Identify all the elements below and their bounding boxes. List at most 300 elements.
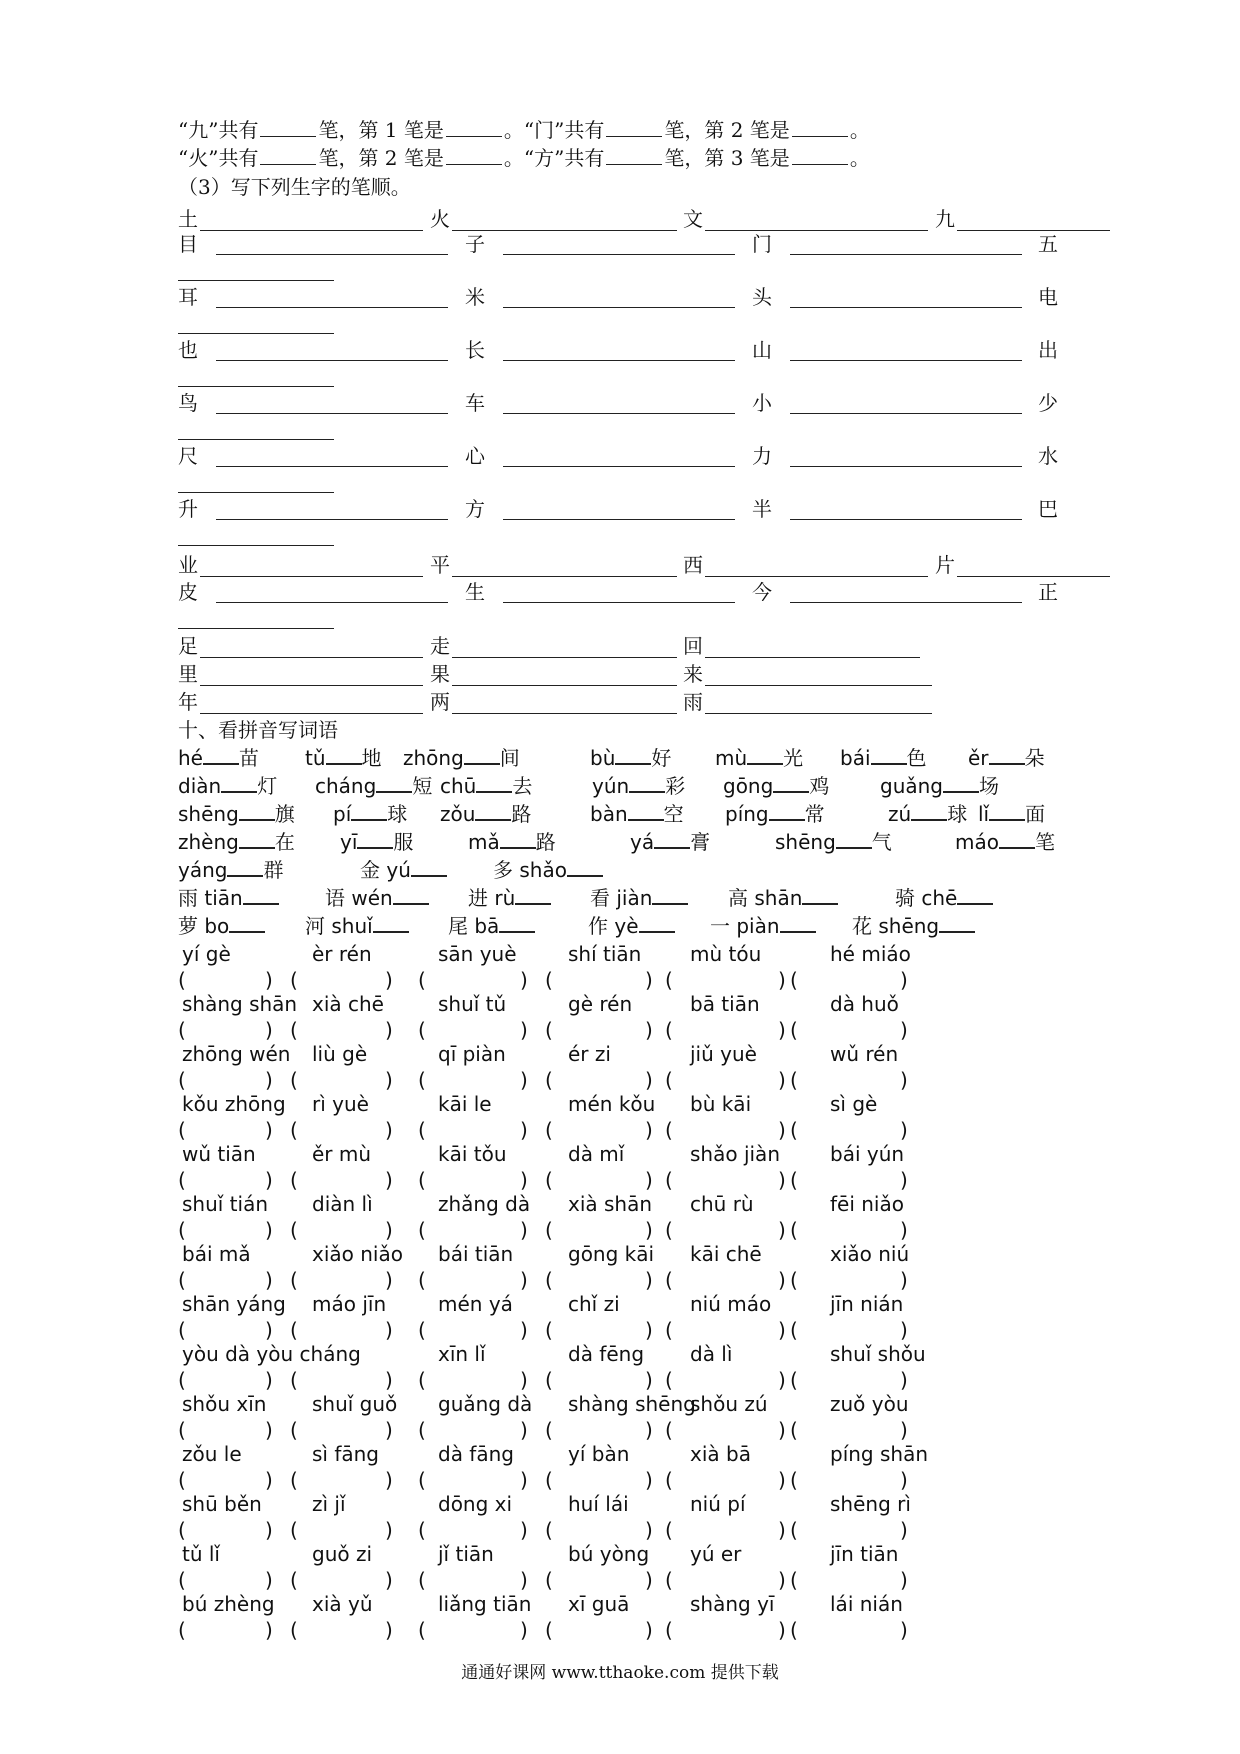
fill-item [590,802,684,826]
paren-open: ( [418,1318,426,1342]
paren-open: ( [665,1068,673,1092]
pinyin: yún [592,774,630,798]
paren-close: ) [265,1118,273,1142]
pinyin: chū [440,774,477,798]
word-pinyin: gè rén [568,992,633,1016]
fill-blank[interactable] [567,859,603,877]
fill-blank[interactable] [939,915,975,933]
char-label: 水 [1038,444,1058,468]
stroke-line[interactable] [216,413,448,414]
footer-text: 通通好课网 www.tthaoke.com 提供下载 [461,1663,779,1683]
word-pinyin: diàn lì [312,1192,373,1216]
paren-close: ) [900,1018,908,1042]
char-label: 小 [752,391,772,415]
stroke-line[interactable] [503,307,735,308]
stroke-line[interactable] [957,230,1110,231]
char-label: 长 [465,338,485,362]
char-label: 心 [465,444,485,468]
stroke-line[interactable] [790,413,1022,414]
paren-open: ( [178,1368,186,1392]
answer-blank[interactable] [446,146,502,165]
question-text: 笔，第 3 笔是 [664,146,790,170]
paren-close: ) [385,1618,393,1642]
stroke-line[interactable] [200,576,423,577]
fill-blank[interactable] [239,831,275,849]
stroke-question [178,118,870,142]
given-char: 鸡 [809,774,830,798]
paren-close: ) [900,1618,908,1642]
paren-open: ( [418,968,426,992]
word-pinyin: dōng xi [438,1492,513,1516]
paren-open: ( [545,1218,553,1242]
paren-close: ) [385,1418,393,1442]
fill-blank[interactable] [203,747,239,765]
word-pinyin: shēng rì [830,1492,911,1516]
stroke-line[interactable] [452,230,677,231]
char-label: 回 [683,634,703,658]
fill-blank[interactable] [476,775,512,793]
pinyin: pí [333,802,352,826]
fill-blank[interactable] [652,887,688,905]
given-char: 灯 [257,774,278,798]
fill-blank[interactable] [780,915,816,933]
pinyin: shēng [775,830,836,854]
word-pinyin: shǎo jiàn [690,1142,780,1166]
char-label: 巴 [1038,497,1058,521]
paren-open: ( [545,1268,553,1292]
stroke-line[interactable] [178,492,334,493]
question-text: 。“方”共有 [503,146,605,170]
fill-blank[interactable] [499,915,535,933]
char-label: 升 [178,497,198,521]
stroke-line[interactable] [452,713,677,714]
paren-close: ) [645,968,653,992]
fill-blank[interactable] [615,747,651,765]
paren-open: ( [790,1218,798,1242]
word-pinyin: hé miáo [830,942,911,966]
answer-blank[interactable] [792,146,848,165]
fill-blank[interactable] [957,887,993,905]
paren-open: ( [178,1418,186,1442]
fill-item [448,914,535,938]
paren-close: ) [645,1418,653,1442]
paren-close: ) [645,1468,653,1492]
fill-blank[interactable] [221,775,257,793]
stroke-line[interactable] [178,280,334,281]
paren-open: ( [790,1018,798,1042]
stroke-line[interactable] [705,576,928,577]
paren-open: ( [665,1468,673,1492]
paren-open: ( [178,1268,186,1292]
stroke-line[interactable] [200,657,423,658]
paren-open: ( [290,1068,298,1092]
fill-blank[interactable] [769,803,805,821]
fill-blank[interactable] [989,747,1025,765]
fill-blank[interactable] [911,803,947,821]
stroke-line[interactable] [216,360,448,361]
stroke-line[interactable] [957,576,1110,577]
given-char: 朵 [1024,746,1045,770]
paren-open: ( [290,1268,298,1292]
fill-item [715,746,803,770]
fill-item [852,914,975,938]
paren-open: ( [418,1568,426,1592]
word-pinyin: lái nián [830,1592,903,1616]
paren-open: ( [665,1618,673,1642]
word-pinyin: yí gè [182,942,231,966]
char-label: 子 [465,232,485,256]
pinyin: 骑 chē [895,886,958,910]
stroke-line[interactable] [178,333,334,334]
paren-close: ) [385,1568,393,1592]
question-text: 。 [849,146,870,170]
stroke-line[interactable] [503,466,735,467]
paren-close: ) [645,1218,653,1242]
word-pinyin: kāi le [438,1092,492,1116]
word-pinyin: kāi tǒu [438,1142,507,1166]
paren-open: ( [545,1618,553,1642]
char-label: 车 [465,391,485,415]
word-pinyin: jǐ tiān [438,1542,494,1566]
char-label: 西 [683,553,703,577]
pinyin: zhèng [178,830,239,854]
fill-item [178,802,295,826]
given-char: 面 [1025,802,1046,826]
stroke-line[interactable] [503,413,735,414]
pinyin: 花 shēng [852,914,940,938]
paren-open: ( [790,968,798,992]
stroke-line[interactable] [503,519,735,520]
stroke-line[interactable] [200,685,423,686]
pinyin: bù [590,746,616,770]
paren-close: ) [778,1518,786,1542]
paren-close: ) [778,1568,786,1592]
answer-blank[interactable] [446,118,502,137]
word-pinyin: ěr mù [312,1142,372,1166]
stroke-line[interactable] [790,307,1022,308]
paren-open: ( [290,1168,298,1192]
word-pinyin: xià chē [312,992,384,1016]
paren-close: ) [778,1218,786,1242]
paren-close: ) [520,1168,528,1192]
paren-open: ( [545,1068,553,1092]
paren-open: ( [178,1068,186,1092]
fill-blank[interactable] [475,803,511,821]
word-pinyin: èr rén [312,942,372,966]
stroke-line[interactable] [790,466,1022,467]
given-char: 短 [412,774,433,798]
fill-blank[interactable] [326,747,362,765]
fill-item [955,830,1055,854]
word-pinyin: huí lái [568,1492,629,1516]
word-pinyin: yú er [690,1542,742,1566]
fill-item [723,774,829,798]
stroke-line[interactable] [200,230,423,231]
fill-blank[interactable] [376,775,412,793]
fill-item [340,830,413,854]
fill-item [178,774,277,798]
given-char: 苗 [238,746,259,770]
paren-open: ( [545,1568,553,1592]
answer-blank[interactable] [260,146,316,165]
paren-close: ) [900,1168,908,1192]
paren-open: ( [545,1368,553,1392]
word-pinyin: jiǔ yuè [690,1042,757,1066]
word-pinyin: sān yuè [438,942,517,966]
answer-blank[interactable] [792,118,848,137]
char-label: 耳 [178,285,198,309]
paren-open: ( [418,1518,426,1542]
paren-open: ( [545,1418,553,1442]
paren-close: ) [265,1318,273,1342]
fill-blank[interactable] [500,831,536,849]
paren-close: ) [520,1018,528,1042]
paren-open: ( [665,968,673,992]
paren-open: ( [545,1318,553,1342]
paren-close: ) [778,1018,786,1042]
paren-close: ) [385,1168,393,1192]
paren-close: ) [520,1568,528,1592]
stroke-line[interactable] [452,685,677,686]
paren-open: ( [290,1568,298,1592]
char-label: 头 [752,285,772,309]
paren-open: ( [418,1018,426,1042]
fill-item [315,774,432,798]
stroke-line[interactable] [790,254,1022,255]
paren-open: ( [665,1518,673,1542]
char-label: 方 [465,497,485,521]
paren-close: ) [265,1218,273,1242]
fill-item [590,886,688,910]
paren-open: ( [665,1168,673,1192]
answer-blank[interactable] [606,146,662,165]
word-pinyin: shuǐ tián [182,1192,269,1216]
fill-blank[interactable] [515,887,551,905]
pinyin: 高 shān [728,886,803,910]
char-label: 门 [752,232,772,256]
paren-close: ) [520,1518,528,1542]
paren-close: ) [385,1068,393,1092]
pinyin: 河 shuǐ [305,914,373,938]
fill-blank[interactable] [773,775,809,793]
paren-close: ) [520,1368,528,1392]
paren-open: ( [290,968,298,992]
stroke-line[interactable] [503,602,735,603]
paren-open: ( [290,1018,298,1042]
fill-blank[interactable] [357,831,393,849]
paren-close: ) [265,1518,273,1542]
stroke-line[interactable] [216,307,448,308]
fill-blank[interactable] [373,915,409,933]
stroke-line[interactable] [452,576,677,577]
fill-blank[interactable] [351,803,387,821]
stroke-line[interactable] [452,657,677,658]
fill-blank[interactable] [836,831,872,849]
fill-blank[interactable] [802,887,838,905]
fill-blank[interactable] [243,887,279,905]
stroke-line[interactable] [178,628,334,629]
paren-close: ) [265,1568,273,1592]
word-pinyin: sì fāng [312,1442,380,1466]
word-pinyin: tǔ lǐ [182,1542,220,1566]
fill-blank[interactable] [989,803,1025,821]
fill-item [968,746,1045,770]
word-pinyin: bái mǎ [182,1242,251,1266]
word-pinyin: fēi niǎo [830,1192,904,1216]
pinyin: 多 shǎo [493,858,567,882]
pinyin: 看 jiàn [590,886,653,910]
fill-blank[interactable] [747,747,783,765]
paren-open: ( [290,1518,298,1542]
paren-close: ) [520,1418,528,1442]
stroke-line[interactable] [790,602,1022,603]
paren-close: ) [778,1068,786,1092]
paren-open: ( [790,1168,798,1192]
paren-close: ) [900,1068,908,1092]
fill-blank[interactable] [411,859,447,877]
word-pinyin: mù tóu [690,942,762,966]
pinyin: 作 yè [588,914,639,938]
word-pinyin: xià bā [690,1442,751,1466]
pinyin: 尾 bā [448,914,500,938]
fill-blank[interactable] [628,803,664,821]
word-pinyin: liǎng tiān [438,1592,532,1616]
word-pinyin: chǐ zi [568,1292,620,1316]
stroke-line[interactable] [216,602,448,603]
given-char: 好 [651,746,672,770]
word-pinyin: zǒu le [182,1442,242,1466]
paren-close: ) [778,1268,786,1292]
stroke-line[interactable] [216,519,448,520]
paren-close: ) [265,1068,273,1092]
paren-close: ) [645,1118,653,1142]
fill-item [978,802,1045,826]
pinyin: diàn [178,774,222,798]
pinyin: 萝 bo [178,914,230,938]
paren-close: ) [265,1268,273,1292]
fill-blank[interactable] [229,915,265,933]
paren-close: ) [645,1318,653,1342]
fill-blank[interactable] [464,747,500,765]
word-pinyin: liù gè [312,1042,368,1066]
char-label: 里 [178,662,198,686]
paren-open: ( [290,1418,298,1442]
fill-blank[interactable] [999,831,1035,849]
pinyin: yáng [178,858,228,882]
fill-item [630,830,710,854]
answer-blank[interactable] [260,118,316,137]
fill-blank[interactable] [654,831,690,849]
word-pinyin: bái yún [830,1142,905,1166]
fill-blank[interactable] [393,887,429,905]
stroke-line[interactable] [790,360,1022,361]
paren-close: ) [900,1118,908,1142]
word-pinyin: kǒu zhōng [182,1092,286,1116]
pinyin: shēng [178,802,239,826]
word-pinyin: xiǎo niǎo [312,1242,403,1266]
word-pinyin: kāi chē [690,1242,762,1266]
word-pinyin: mén kǒu [568,1092,656,1116]
paren-close: ) [520,1218,528,1242]
pinyin: ěr [968,746,989,770]
stroke-line[interactable] [705,657,920,658]
paren-close: ) [265,1368,273,1392]
stroke-line[interactable] [216,254,448,255]
pinyin: bái [840,746,871,770]
given-char: 光 [783,746,804,770]
pinyin: zǒu [440,802,476,826]
fill-blank[interactable] [871,747,907,765]
stroke-line[interactable] [705,230,928,231]
fill-blank[interactable] [629,775,665,793]
paren-close: ) [900,1468,908,1492]
stroke-line[interactable] [178,439,334,440]
paren-close: ) [645,1068,653,1092]
paren-open: ( [290,1118,298,1142]
given-char: 路 [511,802,532,826]
char-label: 年 [178,690,198,714]
char-label: 业 [178,553,198,577]
stroke-line[interactable] [216,466,448,467]
fill-item [725,802,825,826]
fill-item [403,746,520,770]
fill-item [468,830,556,854]
paren-open: ( [290,1368,298,1392]
char-label: 目 [178,232,198,256]
stroke-line[interactable] [178,545,334,546]
word-pinyin: shuǐ guǒ [312,1392,398,1416]
stroke-line[interactable] [503,254,735,255]
pinyin: 雨 tiān [178,886,243,910]
fill-blank[interactable] [639,915,675,933]
paren-close: ) [778,1418,786,1442]
stroke-line[interactable] [178,386,334,387]
word-pinyin: bù kāi [690,1092,752,1116]
pinyin: 语 wén [325,886,393,910]
word-pinyin: gōng kāi [568,1242,655,1266]
stroke-line[interactable] [200,713,423,714]
paren-open: ( [178,1468,186,1492]
word-pinyin: niú máo [690,1292,772,1316]
paren-open: ( [418,1418,426,1442]
paren-open: ( [178,1118,186,1142]
paren-close: ) [520,1068,528,1092]
char-label: 今 [752,580,772,604]
char-label: 半 [752,497,772,521]
fill-item [440,802,531,826]
fill-blank[interactable] [227,859,263,877]
word-pinyin: yí bàn [568,1442,630,1466]
stroke-line[interactable] [705,685,932,686]
paren-open: ( [418,1368,426,1392]
pinyin: 一 piàn [710,914,780,938]
stroke-line[interactable] [790,519,1022,520]
fill-blank[interactable] [943,775,979,793]
fill-blank[interactable] [239,803,275,821]
fill-item [840,746,927,770]
given-char: 球 [947,802,968,826]
stroke-line[interactable] [503,360,735,361]
char-label: 米 [465,285,485,309]
paren-open: ( [178,1518,186,1542]
paren-close: ) [385,1018,393,1042]
answer-blank[interactable] [606,118,662,137]
char-label: 足 [178,634,198,658]
paren-open: ( [178,1618,186,1642]
stroke-line[interactable] [705,713,932,714]
word-pinyin: zuǒ yòu [830,1392,909,1416]
paren-open: ( [290,1468,298,1492]
